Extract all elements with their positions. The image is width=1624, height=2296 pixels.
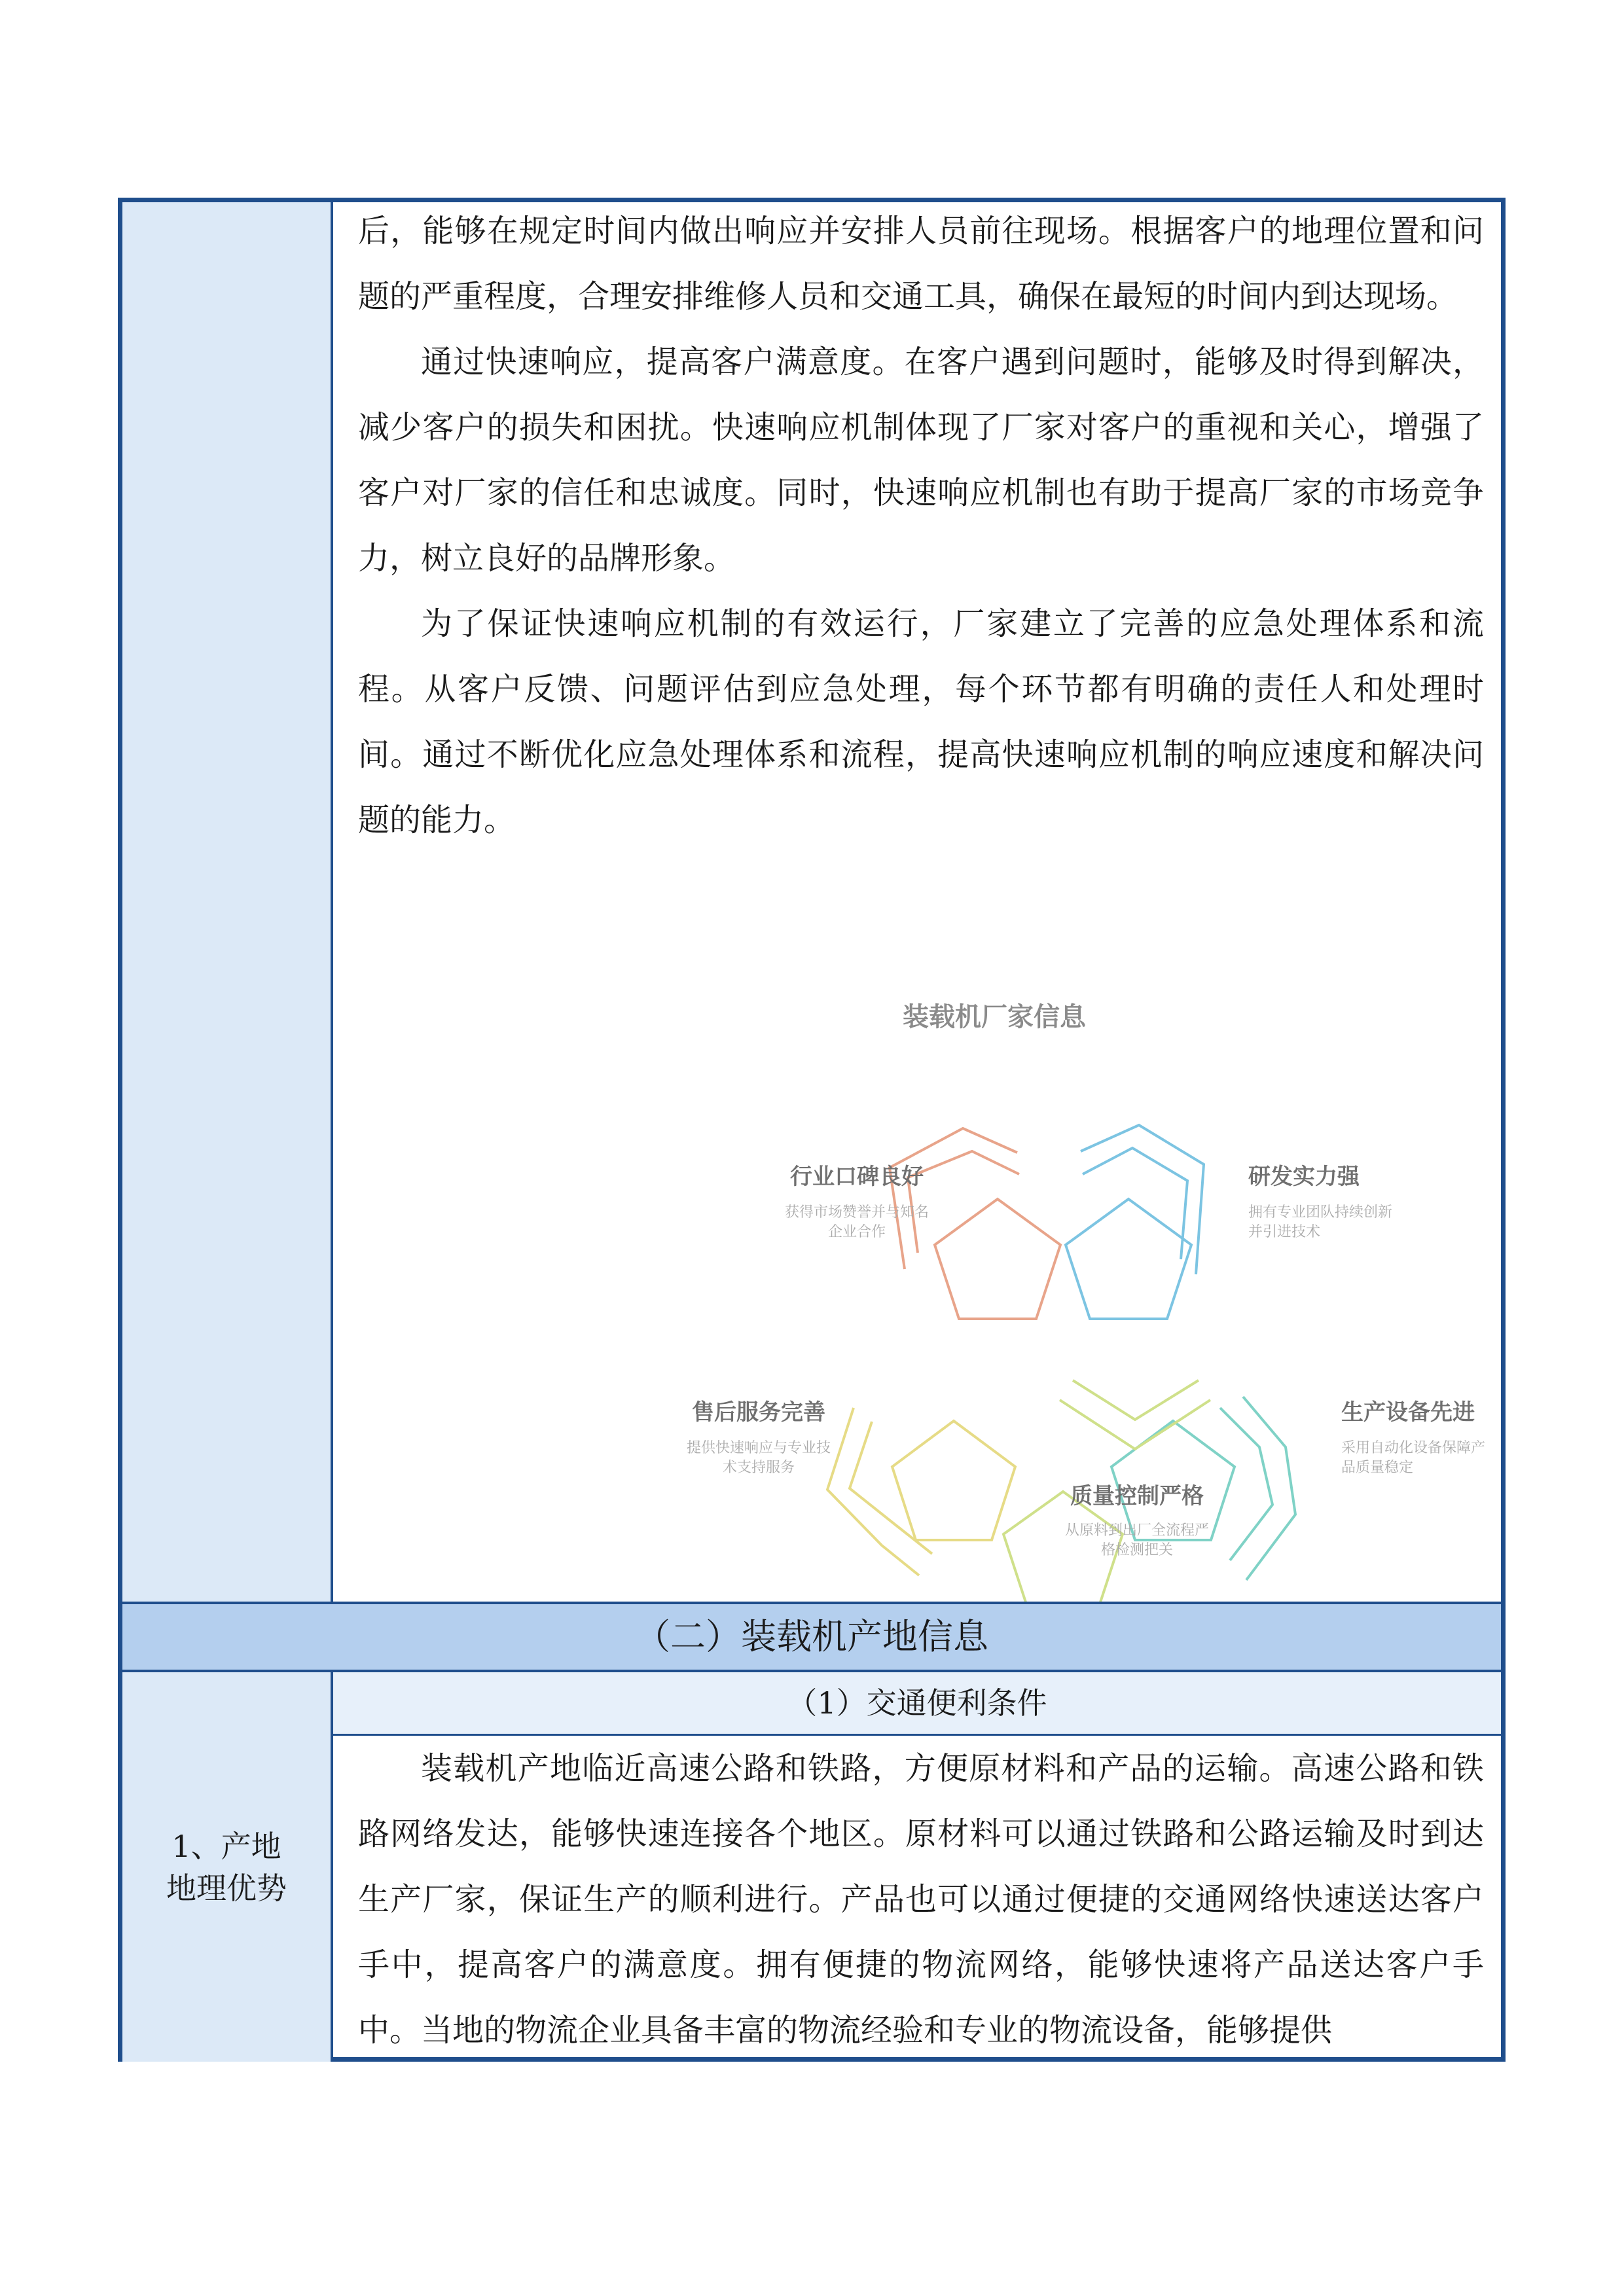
paragraph: 后，能够在规定时间内做出响应并安排人员前往现场。根据客户的地理位置和问题的严重程度，合理安排维修人员和交通工具，确保在最短的时间内到达现场。	[358, 213, 1484, 315]
paragraph: 装载机产地临近高速公路和铁路，方便原材料和产品的运输。高速公路和铁路网络发达，能够快速连接各个地区。原材料可以通过铁路和公路运输及时到达生产厂家，保证生产的顺利进行。产品也可以通过便捷的交通网络快速送达客户手中，提高客户的满意度。拥有便捷的物流网络，能够快速将产品送达客户手中。当地的物流企业具备丰富的物流经验和专业的物流设备，能够提供	[358, 1750, 1484, 2049]
item-title: 生产设备先进	[1341, 1399, 1475, 1426]
section-title: （二）装载机产地信息	[122, 1604, 1501, 1670]
item-desc: 拥有专业团队持续创新	[1248, 1204, 1393, 1221]
item-desc: 格检测把关	[1100, 1542, 1174, 1558]
row-label: 1、产地地理优势	[166, 1828, 287, 1906]
item-desc: 提供快速响应与专业技	[686, 1440, 831, 1456]
item-title: 研发实力强	[1248, 1164, 1360, 1190]
left-column-cell	[122, 1672, 331, 2062]
figure-lower-annotations	[333, 916, 1501, 1596]
paragraph: 通过快速响应，提高客户满意度。在客户遇到问题时，能够及时得到解决，减少客户的损失和困扰。快速响应机制体现了厂家对客户的重视和关心，增强了客户对厂家的信任和忠诚度。同时，快速响应机制也有助于提高厂家的市场竞争力，树立良好的品牌形象。	[358, 344, 1484, 577]
figure-title: 装载机厂家信息	[903, 1002, 1086, 1032]
paragraph: 为了保证快速响应机制的有效运行，厂家建立了完善的应急处理体系和流程。从客户反馈、问题评估到应急处理，每个环节都有明确的责任人和处理时间。通过不断优化应急处理体系和流程，提高快速响应机制的响应速度和解决问题的能力。	[358, 605, 1484, 838]
item-title: 行业口碑良好	[790, 1164, 924, 1190]
left-column-cell	[122, 202, 331, 1602]
chevron-icon	[1060, 1380, 1210, 1449]
item-title: 质量控制严格	[1070, 1483, 1204, 1509]
body-text-lower	[358, 1736, 1484, 2063]
item-title: 售后服务完善	[692, 1399, 825, 1426]
item-desc: 企业合作	[827, 1224, 886, 1240]
subheading: （1）交通便利条件	[333, 1672, 1501, 1734]
item-desc: 从原料到出厂全流程严	[1064, 1522, 1210, 1539]
body-text-upper	[358, 198, 1484, 853]
item-desc: 获得市场赞誉并与知名	[784, 1204, 929, 1221]
item-desc: 并引进技术	[1248, 1224, 1321, 1240]
item-desc: 品质量稳定	[1341, 1460, 1414, 1476]
item-desc: 采用自动化设备保障产	[1341, 1440, 1486, 1456]
item-desc: 术支持服务	[722, 1460, 795, 1476]
